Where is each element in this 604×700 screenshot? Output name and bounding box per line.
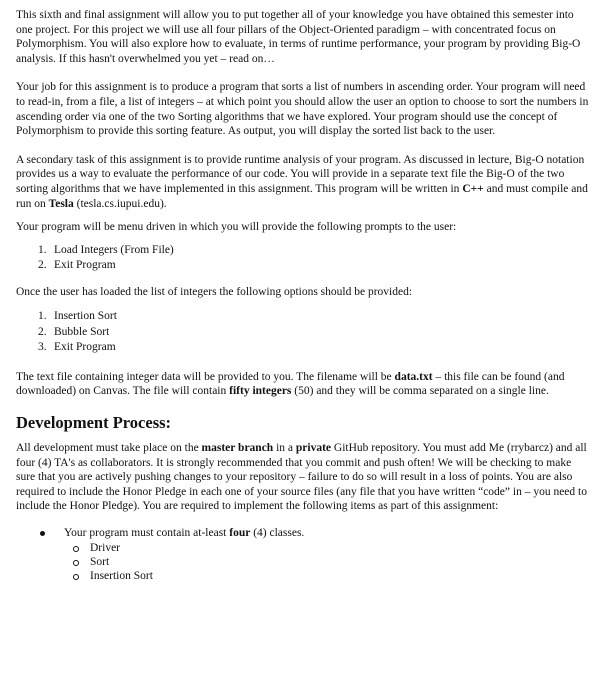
master-branch-emphasis: master branch: [201, 442, 274, 454]
hollow-bullet-icon: [73, 546, 79, 552]
hollow-bullet-icon: [73, 560, 79, 566]
private-emphasis: private: [295, 442, 332, 454]
list-item: [16, 258, 592, 274]
list-item: [16, 325, 592, 341]
secondary-text-b: and must compile and run on: [16, 182, 588, 210]
list-label: Load Integers (From File): [54, 243, 174, 256]
development-process-heading: Development Process:: [16, 413, 172, 432]
dev-text-c: GitHub repository. You must add Me (rrybarcz) and all four (4) TA's as collaborators. It is strongly recommended that you commit and push often! We will be checking to make sure that you are actively pushing changes to your repository – failure to do so will result in a loss of points. You are also required to include the Honor Pledge in each one of your source files (any file that you have written “code” in – you need to include the Honor Pledge). You are required to implement the following items as part of this assignment:: [16, 442, 587, 513]
file-text-b: – this file can be found (and downloaded) on Canvas. The file will contain: [16, 370, 565, 398]
list-label: Insertion Sort: [54, 310, 117, 323]
tesla-emphasis: Tesla: [48, 197, 74, 210]
four-emphasis: four: [229, 526, 251, 539]
data-file-paragraph: [16, 370, 592, 399]
menu-intro-paragraph: Your program will be menu driven in which you will provide the following prompts to the user:: [16, 221, 457, 234]
list-label: Exit Program: [54, 259, 116, 272]
list-number: 2.: [38, 325, 47, 338]
class-name: Insertion Sort: [90, 569, 153, 582]
file-text-a: The text file containing integer data will be provided to you. The filename will be: [16, 370, 395, 383]
list-item: [16, 526, 592, 541]
bullet-text: [38, 527, 304, 539]
development-paragraph: [16, 441, 592, 514]
list-item: [16, 555, 592, 569]
hollow-bullet-icon: [73, 574, 79, 580]
list-item: [16, 340, 592, 356]
list-item: [16, 243, 592, 259]
list-label: Exit Program: [54, 341, 116, 354]
fifty-integers-emphasis: fifty integers: [229, 385, 292, 398]
list-item: [16, 309, 592, 325]
cpp-emphasis: C++: [462, 182, 484, 195]
list-number: 2.: [38, 259, 47, 272]
list-number: 1.: [38, 243, 47, 256]
list-item: [16, 569, 592, 583]
bullet-text-b: (4) classes.: [250, 526, 305, 539]
list-number: 3.: [38, 341, 47, 354]
bullet-icon: [40, 531, 45, 536]
dev-text-a: All development must take place on the: [16, 442, 202, 454]
intro-paragraph: This sixth and final assignment will allow you to put together all of your knowledge you have obtained this semester into one project. For this project we will use all four pillars of the Object-Oriented paradigm – with concentrated focus on Polymorphism. You will also explore how to evaluate, in terms of runtime performance, your program by providing Big-O analysis. If this hasn't overwhelmed you yet – read on…: [16, 9, 581, 65]
list-label: Bubble Sort: [54, 325, 110, 338]
assignment-document: [16, 8, 592, 583]
secondary-text-a: A secondary task of this assignment is to provide runtime analysis of your program. As discussed in lecture, Big-O notation provides us a way to evaluate the performance of our code. You will provide in a separate text file the Big-O of the two sorting algorithms that we have implemented in this assignment. This program will be written in: [16, 153, 585, 195]
dev-text-b: in a: [273, 442, 296, 454]
job-paragraph: Your job for this assignment is to produce a program that sorts a list of numbers in ascending order. Your program will need to read-in, from a file, a list of integers – at which point you should allow the user an option to choose to sort the numbers in ascending order via one of the two Sorting algorithms that we have explored. Your program should use the concept of Polymorphism to provide this sorting feature. As output, you will display the sorted list back to the user.: [16, 81, 589, 138]
file-text-c: (50) and they will be comma separated on a single line.: [291, 385, 549, 398]
filename-emphasis: data.txt: [394, 370, 433, 383]
class-name: Sort: [90, 555, 110, 568]
bullet-text-a: Your program must contain at-least: [64, 526, 230, 539]
sort-menu-list: [16, 309, 592, 356]
loaded-intro-paragraph: Once the user has loaded the list of integers the following options should be provided:: [16, 285, 413, 298]
secondary-text-c: (tesla.cs.iupui.edu).: [73, 197, 167, 210]
main-menu-list: [16, 243, 592, 274]
list-item: [16, 541, 592, 555]
class-name: Driver: [90, 541, 121, 554]
secondary-task-paragraph: [16, 153, 592, 211]
list-number: 1.: [38, 310, 47, 323]
